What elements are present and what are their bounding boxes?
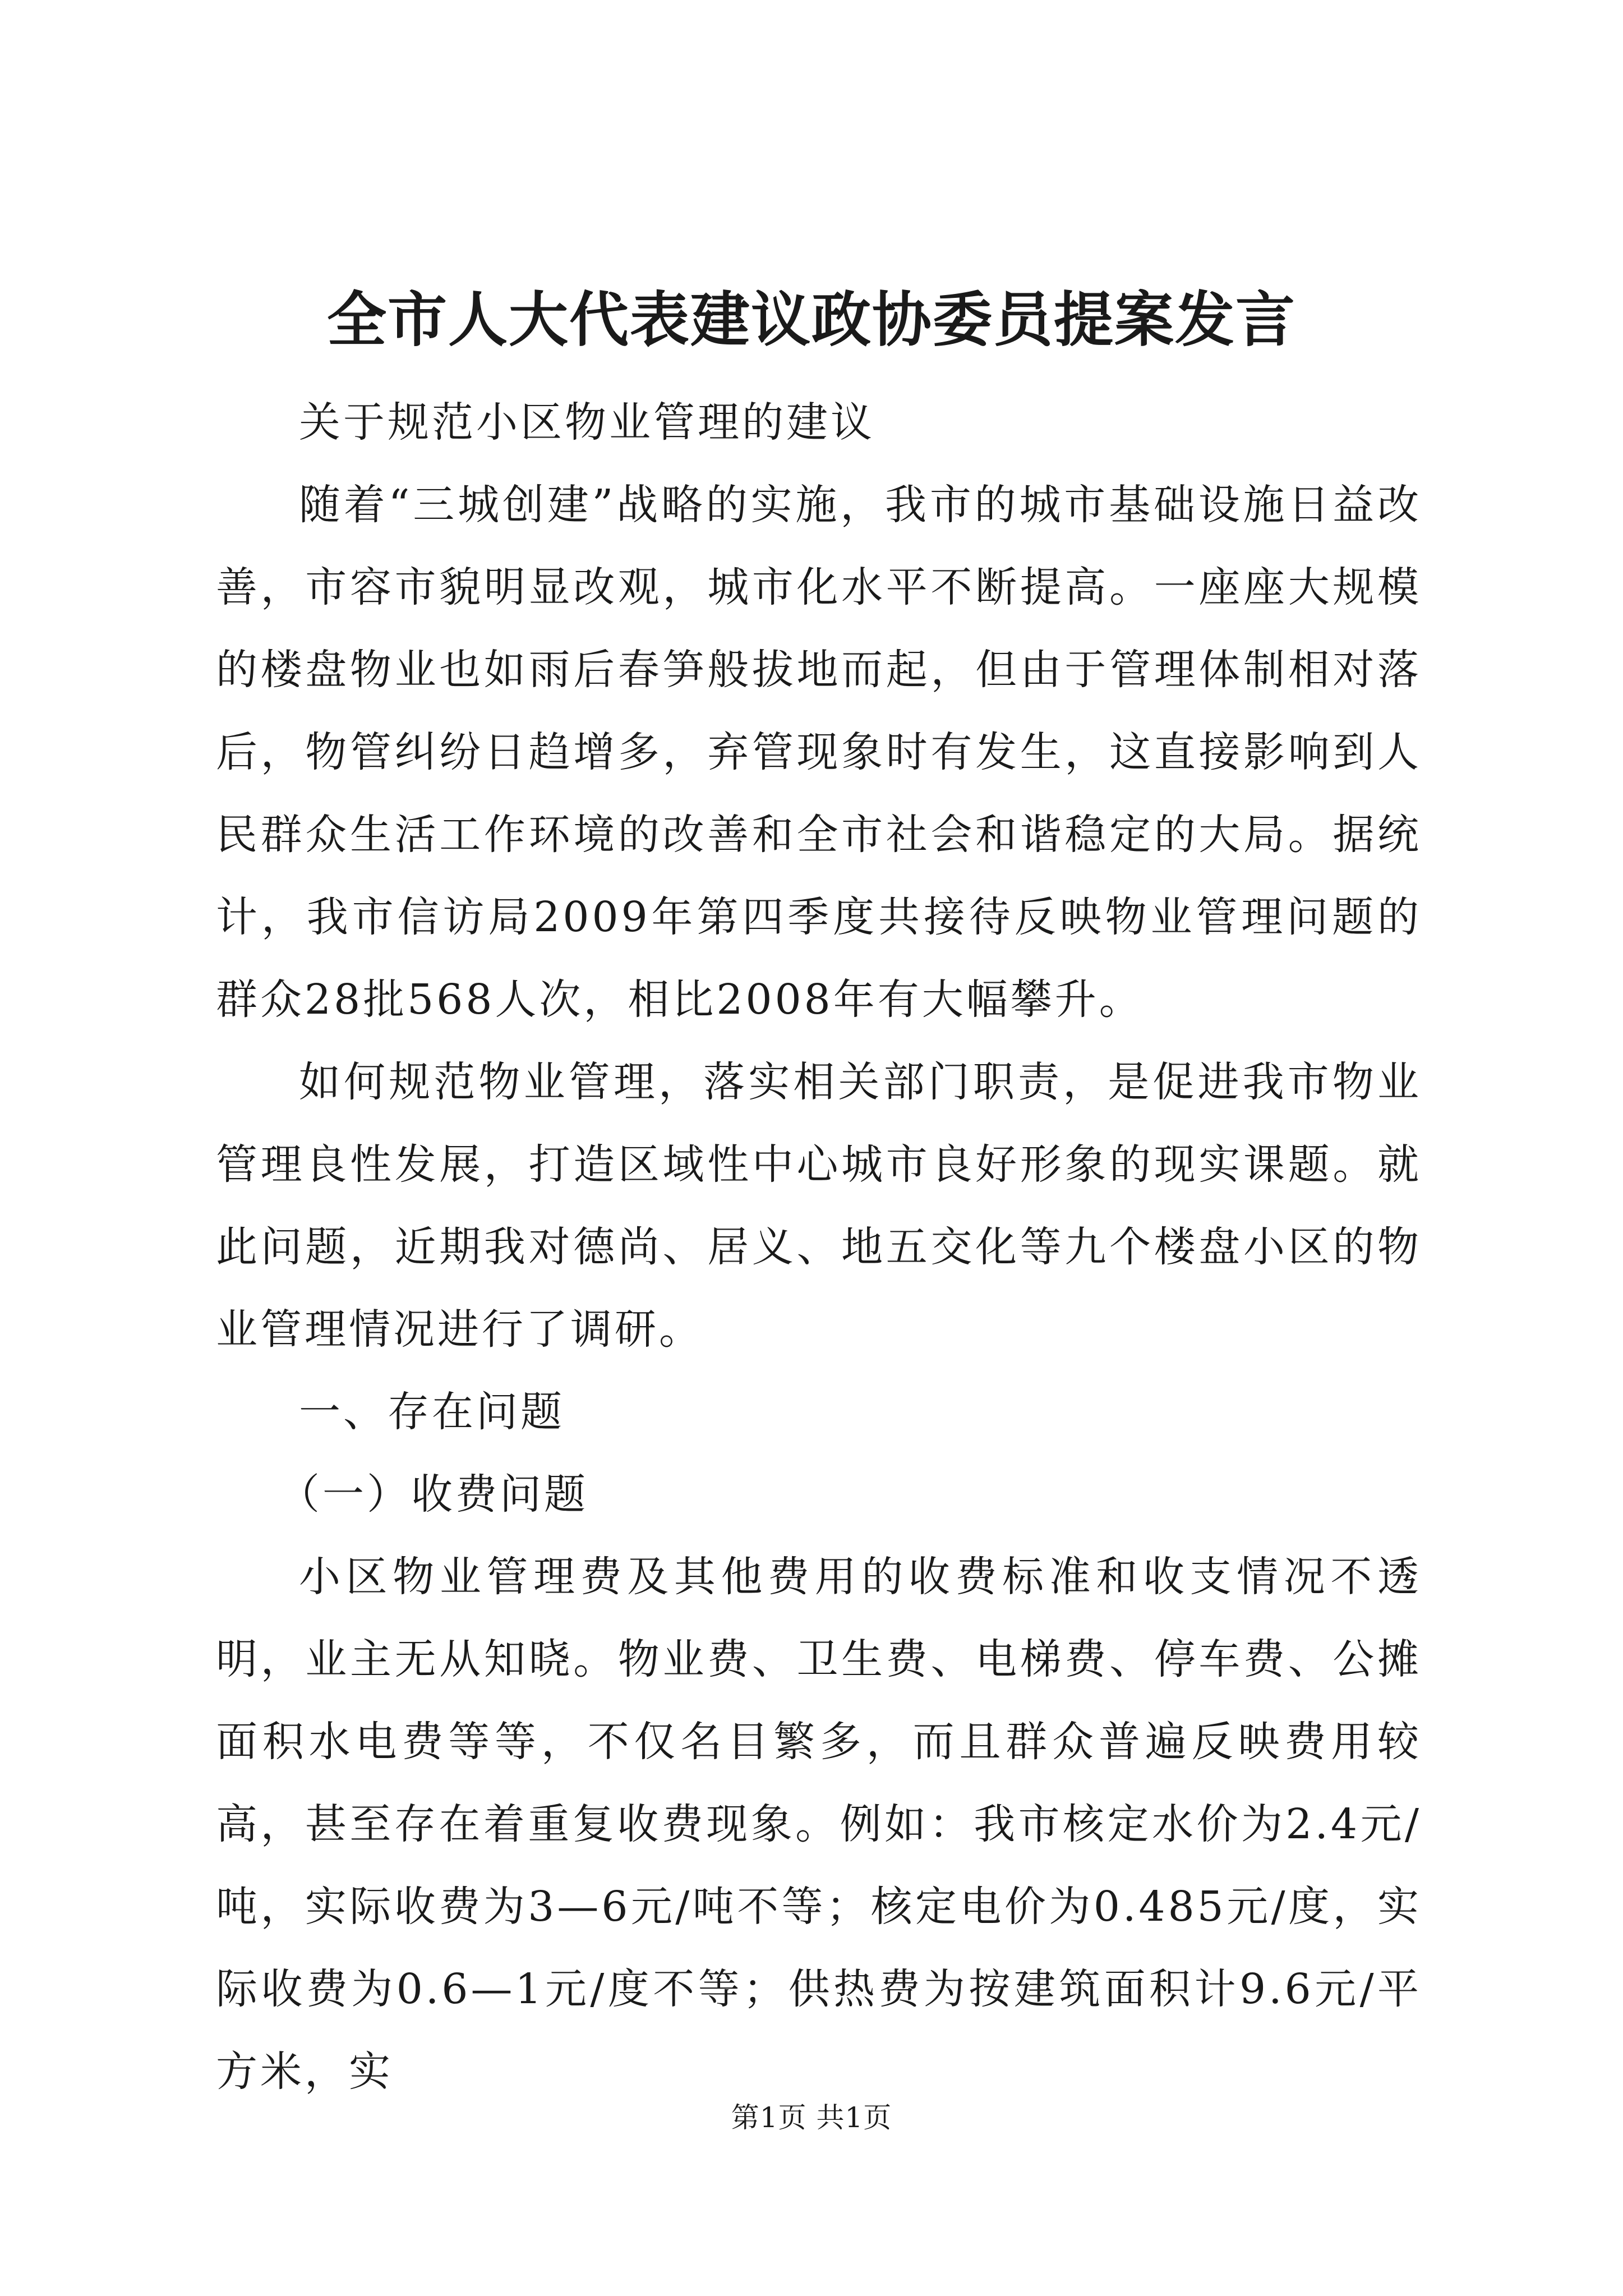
paragraph-background: 随着“三城创建”战略的实施，我市的城市基础设施日益改善，市容市貌明显改观，城市化水平不断提高。一座座大规模的楼盘物业也如雨后春笋般拔地而起，但由于管理体制相对落后，物管纠纷日趋增多，弃管现象时有发生，这直接影响到人民群众生活工作环境的改善和全市社会和谐稳定的大局。据统计，我市信访局2009年第四季度共接待反映物业管理问题的群众28批568人次，相比2008年有大幅攀升。 [216,481,1422,1024]
document-body [216,381,1422,2113]
document-title: 全市人大代表建议政协委员提案发言 [327,284,1296,355]
section-heading-problems: 一、存在问题 [299,1388,565,1436]
page-footer: 第1页 共1页 [731,2101,892,2134]
subsection-heading-fees: （一）收费问题 [278,1470,588,1519]
paragraph-subtitle: 关于规范小区物业管理的建议 [299,398,875,447]
paragraph-fees: 小区物业管理费及其他费用的收费标准和收支情况不透明，业主无从知晓。物业费、卫生费、电梯费、停车费、公摊面积水电费等等，不仅名目繁多，而且群众普遍反映费用较高，甚至存在着重复收费现象。例如：我市核定水价为2.4元/吨，实际收费为3—6元/吨不等；核定电价为0.485元/度，实际收费为0.6—1元/度不等；供热费为按建筑面积计9.6元/平方米，实 [216,1553,1422,2096]
paragraph-research: 如何规范物业管理，落实相关部门职责，是促进我市物业管理良性发展，打造区域性中心城市良好形象的现实课题。就此问题，近期我对德尚、居义、地五交化等九个楼盘小区的物业管理情况进行了调研。 [216,1058,1422,1354]
